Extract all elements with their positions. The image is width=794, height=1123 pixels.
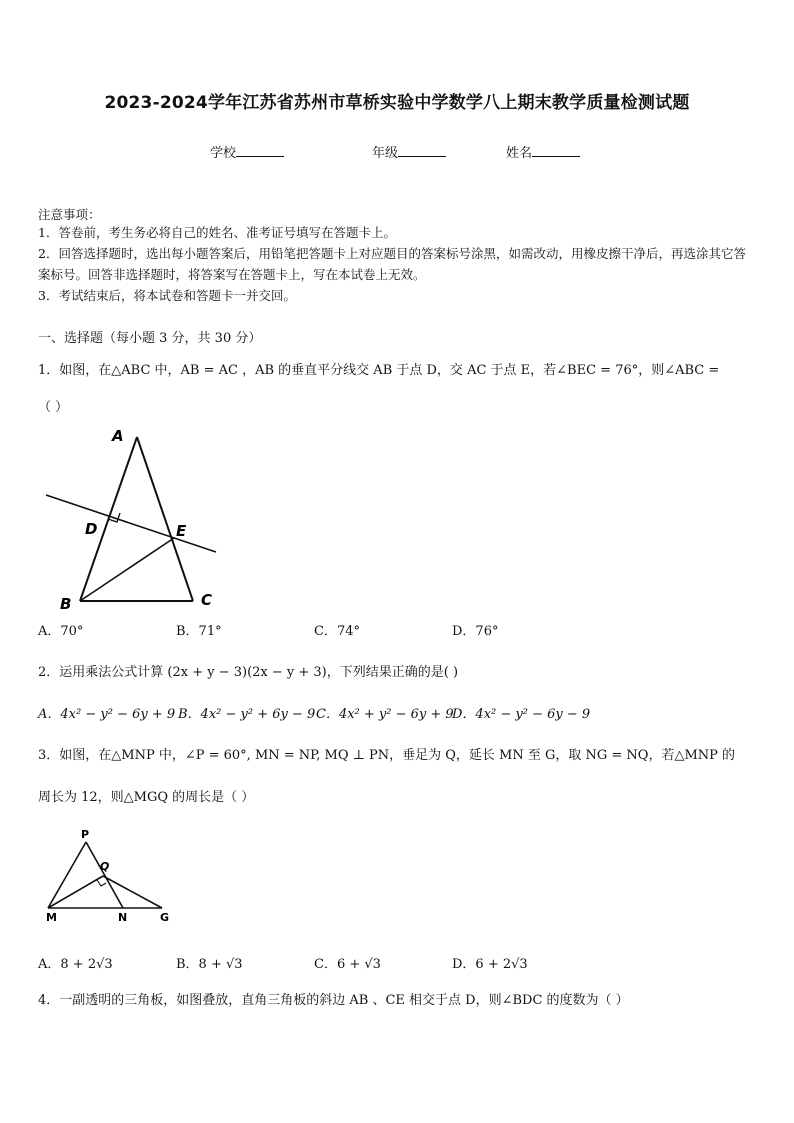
segment-be xyxy=(80,538,174,601)
label-m: M xyxy=(46,911,57,924)
question-3-figure xyxy=(40,828,180,926)
section-heading: 一、选择题（每小题 3 分，共 30 分） xyxy=(38,331,262,346)
segment-ac xyxy=(137,437,193,601)
segment-pn xyxy=(86,842,123,908)
question-3-option-b: B．8 + √3 xyxy=(176,957,243,972)
school-field xyxy=(210,142,284,161)
name-field xyxy=(506,142,580,161)
school-label: 学校 xyxy=(210,146,237,161)
name-label: 姓名 xyxy=(506,146,533,161)
question-1-option-a: A．70° xyxy=(38,624,84,639)
question-2-option-c: C．4x² + y² − 6y + 9 xyxy=(316,707,454,722)
question-2-option-d: D．4x² − y² − 6y − 9 xyxy=(452,707,591,722)
page-title: 2023-2024学年江苏省苏州市草桥实验中学数学八上期末教学质量检测试题 xyxy=(104,93,690,113)
label-p: P xyxy=(81,828,90,841)
question-3-option-d: D．6 + 2√3 xyxy=(452,957,528,972)
grade-blank xyxy=(398,144,446,157)
question-2-option-b: B．4x² − y² + 6y − 9 xyxy=(178,707,316,722)
label-e: E xyxy=(176,522,187,540)
label-g: G xyxy=(160,911,170,924)
name-blank xyxy=(532,144,580,157)
right-angle-mark xyxy=(97,880,106,886)
note-item-3: 3．考试结束后，将本试卷和答题卡一并交回。 xyxy=(38,288,296,303)
question-1-paren: （ ） xyxy=(38,400,69,415)
grade-label: 年级 xyxy=(372,146,399,161)
note-item-2: 2．回答选择题时，选出每小题答案后，用铅笔把答题卡上对应题目的答案标号涂黑，如需改动，用橡皮擦干净后，再选涂其它答案标号。回答非选择题时，将答案写在答题卡上，写在本试卷上无效。 xyxy=(38,246,746,282)
label-c: C xyxy=(201,591,213,609)
question-1-option-b: B．71° xyxy=(176,624,222,639)
question-3-option-c: C．6 + √3 xyxy=(314,957,381,972)
note-item-1: 1．答卷前，考生务必将自己的姓名、准考证号填写在答题卡上。 xyxy=(38,225,396,240)
question-1-option-c: C．74° xyxy=(314,624,360,639)
grade-field xyxy=(372,142,446,161)
question-2-text: 2．运用乘法公式计算 (2x + y − 3)(2x − y + 3)，下列结果正确的是( ) xyxy=(38,665,459,680)
label-b: B xyxy=(60,595,72,610)
question-3-text: 3．如图，在△MNP 中，∠P = 60°, MN = NP, MQ ⊥ PN，垂足为 Q，延长 MN 至 G，取 NG = NQ，若△MNP 的 xyxy=(38,748,736,763)
segment-mp xyxy=(48,842,86,908)
label-q: Q xyxy=(100,860,110,873)
question-4-text: 4．一副透明的三角板，如图叠放，直角三角板的斜边 AB 、CE 相交于点 D，则∠BDC 的度数为（ ） xyxy=(38,993,629,1008)
label-n: N xyxy=(118,911,128,924)
school-blank xyxy=(236,144,284,157)
label-a: A xyxy=(112,427,124,445)
segment-qg xyxy=(103,876,162,908)
perpendicular-bisector xyxy=(46,495,216,552)
question-1-text: 1．如图，在△ABC 中，AB = AC ，AB 的垂直平分线交 AB 于点 D，交 AC 于点 E，若∠BEC = 76°，则∠ABC = xyxy=(38,363,720,378)
question-1-option-d: D．76° xyxy=(452,624,499,639)
segment-mq xyxy=(48,876,103,908)
label-d: D xyxy=(85,520,98,538)
question-1-figure xyxy=(40,425,230,610)
question-3-option-a: A．8 + 2√3 xyxy=(38,957,113,972)
notes-heading: 注意事项： xyxy=(38,207,101,222)
question-2-option-a: A．4x² − y² − 6y + 9 xyxy=(38,707,176,722)
question-3-text-2: 周长为 12，则△MGQ 的周长是（ ） xyxy=(38,790,255,805)
